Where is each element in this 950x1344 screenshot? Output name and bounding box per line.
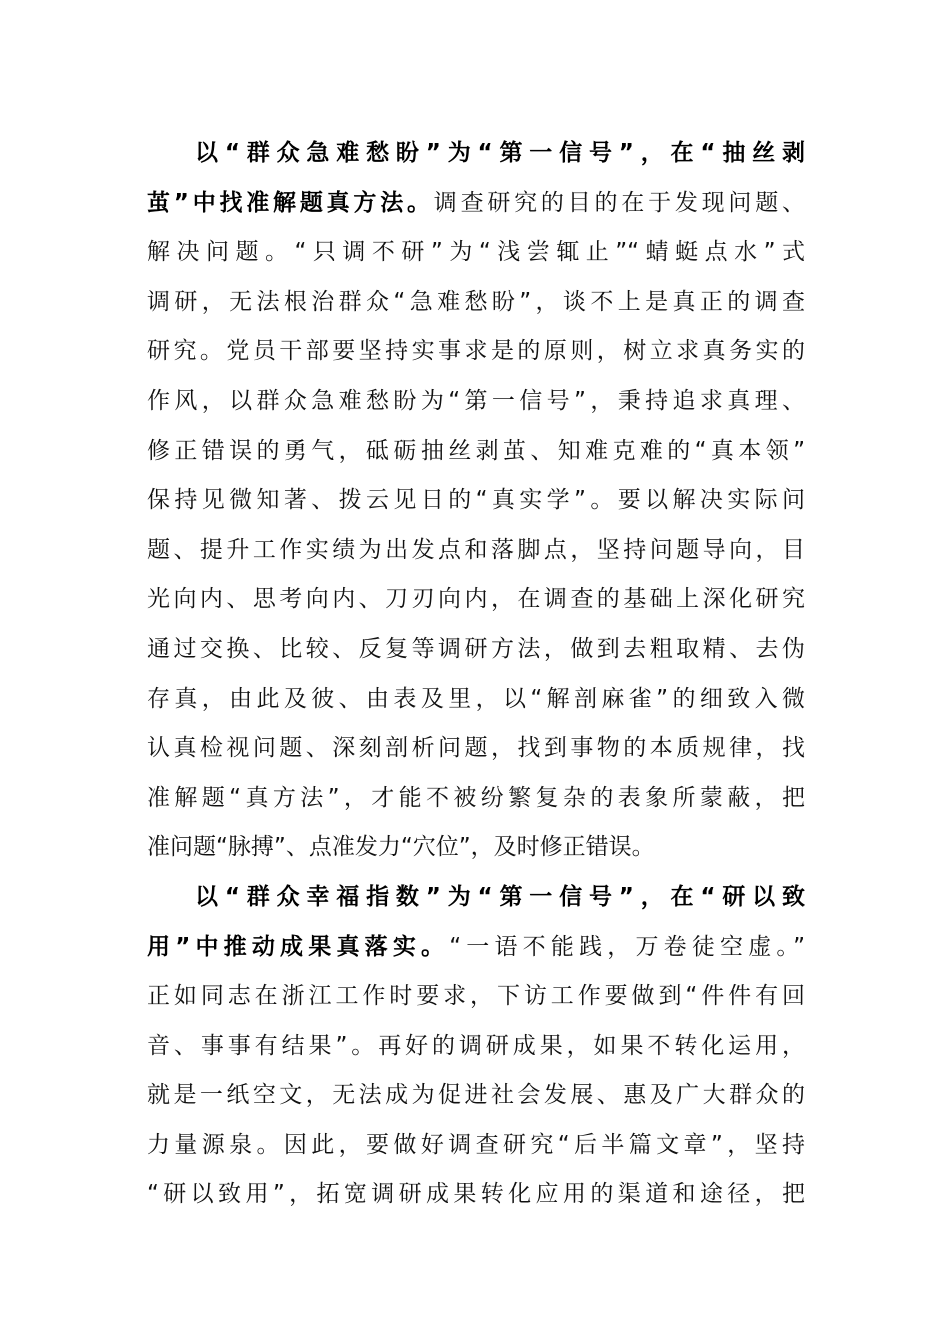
body-text: 修正错误的勇气，砥砺抽丝剥茧、知难克难的“真本领” <box>147 437 805 464</box>
text-line <box>147 179 805 229</box>
text-line <box>147 1170 805 1220</box>
paragraph <box>147 873 805 1220</box>
text-line <box>147 625 805 675</box>
body-text: 通过交换、比较、反复等调研方法，做到去粗取精、去伪 <box>147 635 805 662</box>
text-line <box>147 526 805 576</box>
bold-heading-text: 以“群众幸福指数”为“第一信号”，在“研以致 <box>195 883 805 910</box>
body-text: 就是一纸空文，无法成为促进社会发展、惠及广大群众的 <box>147 1082 805 1109</box>
text-line <box>147 1022 805 1072</box>
text-line <box>147 823 805 873</box>
bold-heading-text: 以“群众急难愁盼”为“第一信号”，在“抽丝剥 <box>195 140 805 166</box>
text-line <box>147 278 805 328</box>
text-line <box>147 774 805 824</box>
text-line <box>147 129 805 179</box>
bold-heading-text: 茧”中找准解题真方法。 <box>147 189 434 216</box>
body-text: 光向内、思考向内、刀刃向内，在调查的基础上深化研究 <box>147 586 805 613</box>
text-line <box>147 377 805 427</box>
body-text: 正如同志在浙江工作时要求，下访工作要做到“件件有回 <box>147 983 805 1010</box>
document-body <box>147 129 805 1220</box>
text-line <box>147 923 805 973</box>
text-line <box>147 972 805 1022</box>
body-text: 力量源泉。因此，要做好调查研究“后半篇文章”，坚持 <box>147 1131 805 1158</box>
text-line <box>147 1071 805 1121</box>
body-text: 研究。党员干部要坚持实事求是的原则，树立求真务实的 <box>147 338 805 365</box>
body-text: 调研，无法根治群众“急难愁盼”，谈不上是真正的调查 <box>147 288 805 315</box>
text-line <box>147 327 805 377</box>
body-text: 准问题“脉搏”、点准发力“穴位”，及时修正错误。 <box>147 834 655 861</box>
body-text: 准解题“真方法”，才能不被纷繁复杂的表象所蒙蔽，把 <box>147 784 805 811</box>
body-text: 解决问题。“只调不研”为“浅尝辄止”“蜻蜓点水”式 <box>147 239 805 266</box>
body-text: 存真，由此及彼、由表及里，以“解剖麻雀”的细致入微 <box>147 685 805 712</box>
text-line <box>147 1121 805 1171</box>
body-text: 调查研究的目的在于发现问题、 <box>433 189 805 216</box>
body-text: 保持见微知著、拨云见日的“真实学”。要以解决实际问 <box>147 487 805 514</box>
text-line <box>147 675 805 725</box>
text-line <box>147 724 805 774</box>
text-line <box>147 427 805 477</box>
text-line <box>147 476 805 526</box>
text-line <box>147 873 805 923</box>
text-line <box>147 575 805 625</box>
bold-heading-text: 用”中推动成果真落实。 <box>147 933 450 960</box>
body-text: 作风，以群众急难愁盼为“第一信号”，秉持追求真理、 <box>147 387 805 414</box>
body-text: 认真检视问题、深刻剖析问题，找到事物的本质规律，找 <box>147 735 805 762</box>
body-text: 音、事事有结果”。再好的调研成果，如果不转化运用， <box>147 1032 805 1059</box>
body-text: 题、提升工作实绩为出发点和落脚点，坚持问题导向，目 <box>147 536 805 563</box>
body-text: “一语不能践，万卷徒空虚。” <box>449 933 805 960</box>
body-text: “研以致用”，拓宽调研成果转化应用的渠道和途径，把 <box>147 1181 805 1208</box>
text-line <box>147 228 805 278</box>
paragraph <box>147 129 805 873</box>
